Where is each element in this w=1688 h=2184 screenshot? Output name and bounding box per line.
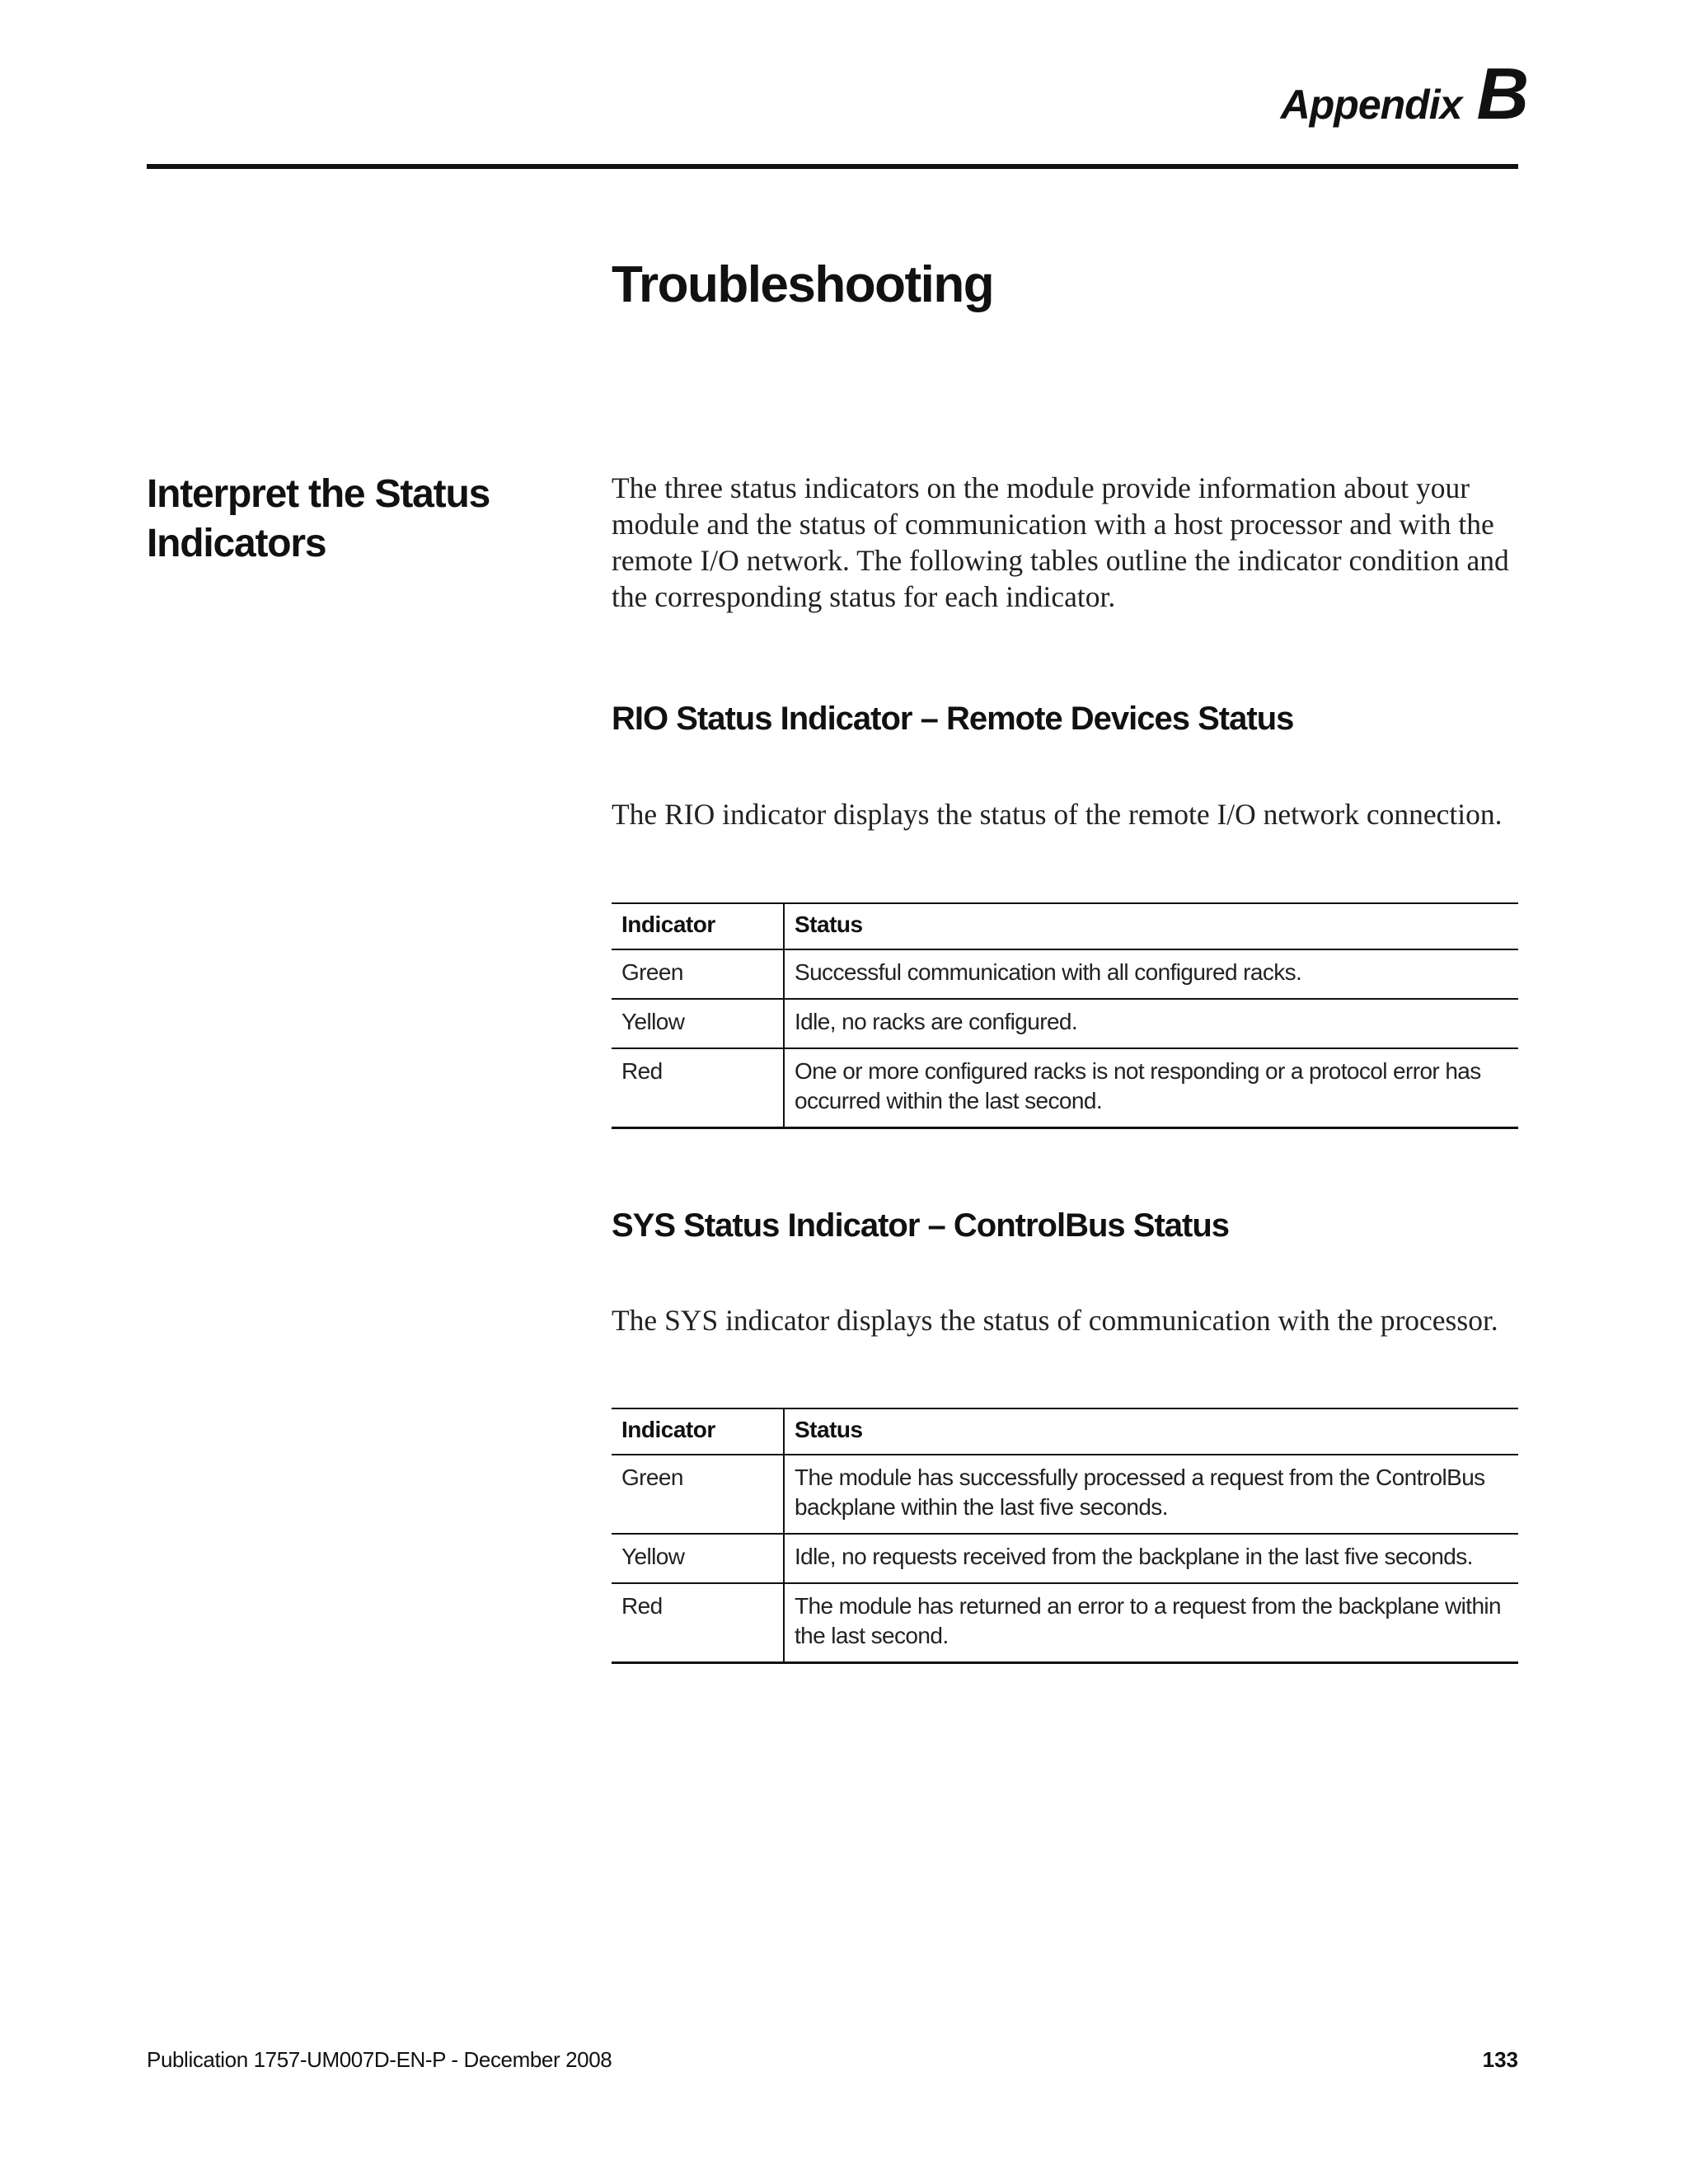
table-header-row [612,903,1518,949]
appendix-letter: B [1476,53,1529,134]
column-header-indicator: Indicator [612,1408,784,1455]
table-row [612,949,1518,999]
indicator-cell: Yellow [612,999,784,1048]
column-header-status: Status [795,1417,863,1442]
sys-heading: SYS Status Indicator – ControlBus Status [612,1207,1230,1244]
indicator-cell: Yellow [612,1534,784,1583]
status-cell: The module has returned an error to a request from the backplane within the last second. [795,1593,1502,1648]
page-title: Troubleshooting [612,256,994,313]
rio-status-table [612,902,1518,1129]
column-header-indicator: Indicator [612,903,784,949]
indicator-cell: Green [612,949,784,999]
indicator-cell: Red [612,1583,784,1663]
footer-publication: Publication 1757-UM007D-EN-P - December 2008 [147,2047,612,2072]
header-rule [147,164,1518,169]
table-row [612,1534,1518,1583]
sys-status-table [612,1408,1518,1664]
section-heading: Interpret the Status Indicators [147,472,490,565]
footer-page-number: 133 [1482,2047,1518,2072]
indicator-cell: Red [612,1048,784,1128]
appendix-word: Appendix [1280,82,1462,128]
table-row [612,1583,1518,1663]
section-intro: The three status indicators on the module provide information about your module and the status of communication with a host processor and with the remote I/O network. The following tables outline the indicator condition and the corresponding status for each indicator. [612,471,1509,613]
status-cell: Successful communication with all configured racks. [795,959,1302,985]
status-cell: One or more configured racks is not responding or a protocol error has occurred within the last second. [795,1058,1481,1113]
rio-description: The RIO indicator displays the status of the remote I/O network connection. [612,798,1503,831]
sys-description: The SYS indicator displays the status of communication with the processor. [612,1304,1498,1337]
table-row [612,1455,1518,1534]
rio-heading: RIO Status Indicator – Remote Devices Status [612,701,1294,737]
indicator-cell: Green [612,1455,784,1534]
status-cell: The module has successfully processed a request from the ControlBus backplane within the last five seconds. [795,1465,1485,1520]
appendix-label [1280,53,1529,134]
status-cell: Idle, no racks are configured. [795,1009,1078,1034]
column-header-status: Status [795,912,863,937]
table-header-row [612,1408,1518,1455]
table-row [612,999,1518,1048]
table-row [612,1048,1518,1128]
status-cell: Idle, no requests received from the backplane in the last five seconds. [795,1544,1473,1569]
